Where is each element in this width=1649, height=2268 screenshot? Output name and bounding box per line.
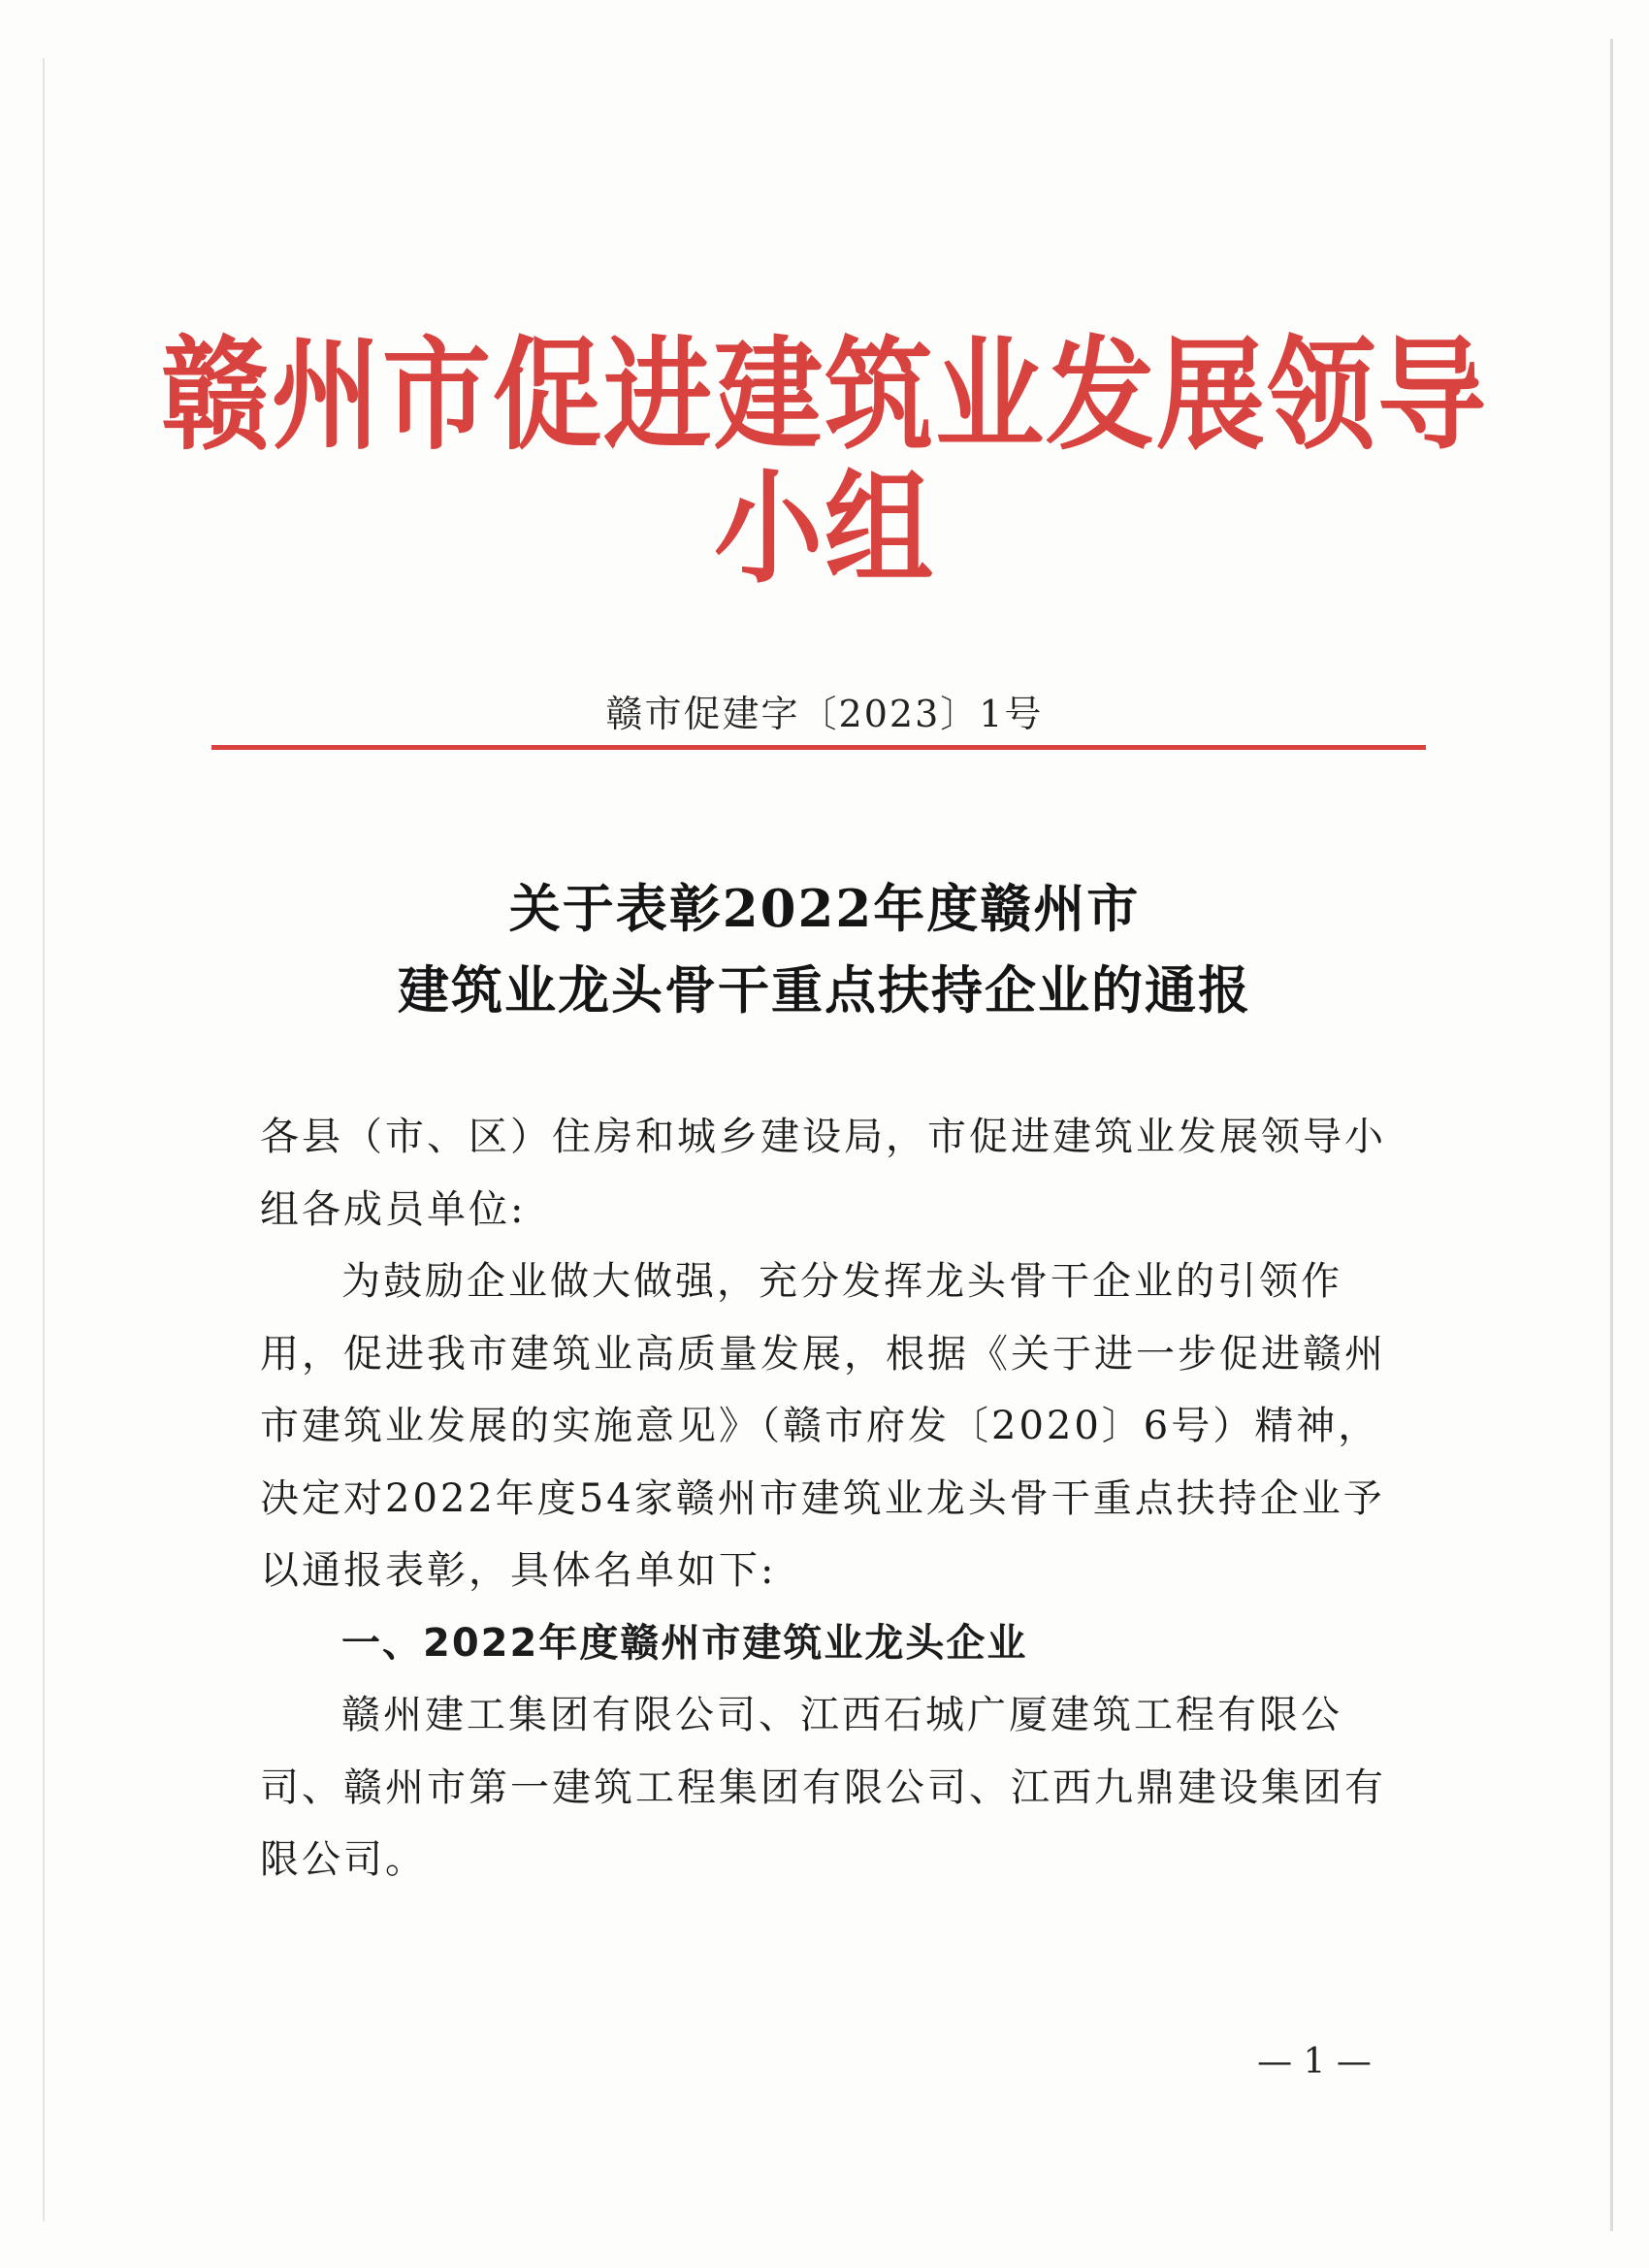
section-1-text: 赣州建工集团有限公司、江西石城广厦建筑工程有限公司、赣州市第一建筑工程集团有限公司、江西九鼎建设集团有限公司。: [260, 1693, 1386, 1882]
notice-title: [194, 868, 1455, 1031]
header-red-rule: [211, 745, 1426, 750]
salutation: 各县（市、区）住房和城乡建设局，市促进建筑业发展领导小组各成员单位:: [260, 1115, 1386, 1232]
document-body: [260, 1101, 1397, 1896]
notice-title-line-1: 关于表彰2022年度赣州市: [508, 879, 1141, 939]
section-1-heading: 一、2022年度赣州市建筑业龙头企业: [341, 1620, 1028, 1666]
page-number: — 1 —: [1257, 2042, 1372, 2082]
document-number: 赣市促建字〔2023〕1号: [605, 693, 1044, 735]
body-paragraph-1: 为鼓励企业做大做强，充分发挥龙头骨干企业的引领作用，促进我市建筑业高质量发展，根据《关于进一步促进赣州市建筑业发展的实施意见》（赣市府发〔2020〕6号）精神，决定对2022年度54家赣州市建筑业龙头骨干重点扶持企业予以通报表彰，具体名单如下:: [260, 1259, 1386, 1593]
agency-title: 赣州市促进建筑业发展领导小组: [161, 325, 1488, 601]
scan-edge-right: [1610, 39, 1613, 2231]
scan-edge-left: [43, 58, 45, 2221]
notice-title-line-2: 建筑业龙头骨干重点扶持企业的通报: [398, 960, 1251, 1021]
